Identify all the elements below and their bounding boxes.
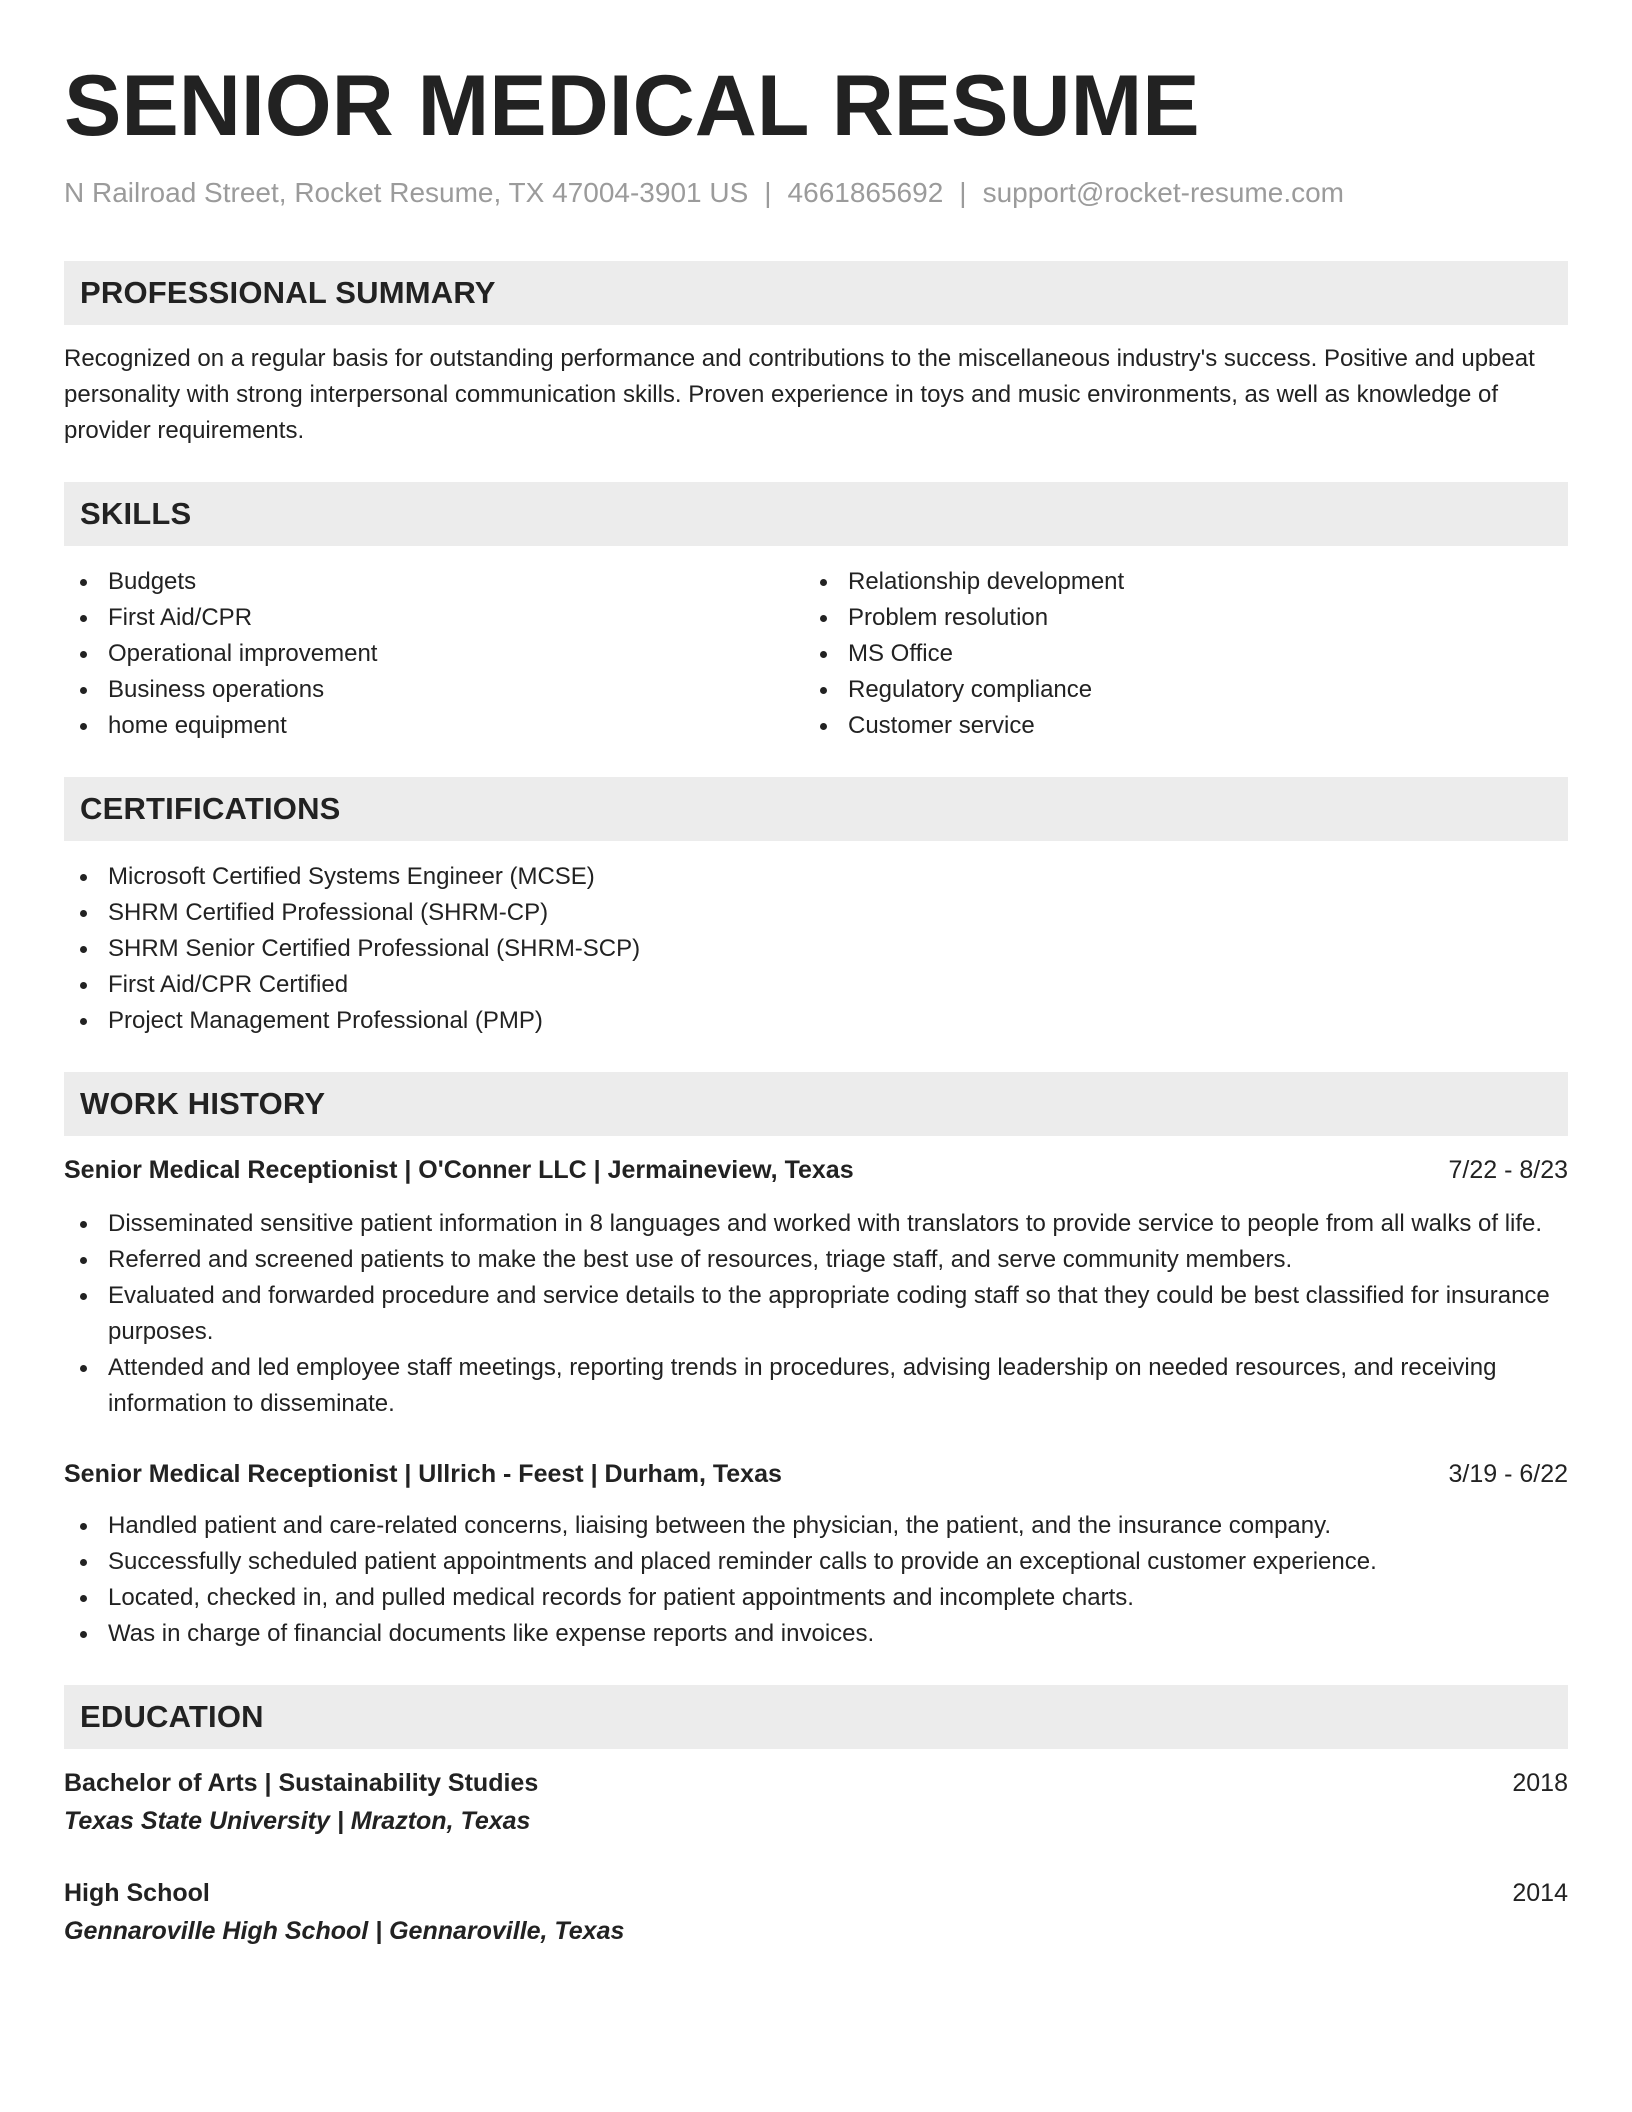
skill-item: Regulatory compliance [804, 672, 1544, 708]
education-entry [64, 1875, 1568, 1951]
certification-item: First Aid/CPR Certified [64, 967, 1568, 1003]
skill-item: MS Office [804, 636, 1544, 672]
section-header-education: EDUCATION [64, 1685, 1568, 1749]
job-bullet: Evaluated and forwarded procedure and service details to the appropriate coding staff so that they could be best classified for insurance purposes. [64, 1278, 1568, 1350]
education-entry [64, 1765, 1568, 1841]
job-bullet: Disseminated sensitive patient information in 8 languages and worked with translators to provide service to people from all walks of life. [64, 1206, 1568, 1242]
job-dates: 7/22 - 8/23 [1448, 1156, 1568, 1184]
skill-item: Relationship development [804, 564, 1544, 600]
skill-item: Problem resolution [804, 600, 1544, 636]
contact-line [64, 176, 1568, 210]
contact-address: N Railroad Street, Rocket Resume, TX 47004-3901 US [64, 177, 749, 208]
contact-separator: | [764, 177, 772, 208]
education-degree: Bachelor of Arts | Sustainability Studies [64, 1769, 539, 1797]
education-year: 2014 [1512, 1879, 1568, 1907]
skill-item: Customer service [804, 708, 1544, 744]
education-school: Gennaroville High School | Gennaroville, Texas [64, 1917, 625, 1945]
job-title: Senior Medical Receptionist | Ullrich - Feest | Durham, Texas [64, 1460, 782, 1488]
section-header-certifications: CERTIFICATIONS [64, 777, 1568, 841]
education-year: 2018 [1512, 1769, 1568, 1797]
job-bullet: Attended and led employee staff meetings, reporting trends in procedures, advising leadership on needed resources, and receiving information to disseminate. [64, 1350, 1568, 1422]
contact-email: support@rocket-resume.com [982, 177, 1344, 208]
education-degree: High School [64, 1879, 210, 1907]
certifications-list [64, 859, 1568, 1039]
skill-item: Operational improvement [64, 636, 804, 672]
skills-list-left [64, 564, 804, 744]
skill-item: First Aid/CPR [64, 600, 804, 636]
job-entry [64, 1152, 1568, 1422]
education-header [64, 1765, 1568, 1801]
job-entry [64, 1456, 1568, 1652]
education-school: Texas State University | Mrazton, Texas [64, 1807, 531, 1835]
section-header-summary: PROFESSIONAL SUMMARY [64, 261, 1568, 325]
job-bullets [64, 1508, 1568, 1652]
job-header [64, 1456, 1568, 1492]
certification-item: SHRM Senior Certified Professional (SHRM-SCP) [64, 931, 1568, 967]
section-header-work-history: WORK HISTORY [64, 1072, 1568, 1136]
section-header-skills: SKILLS [64, 482, 1568, 546]
job-dates: 3/19 - 6/22 [1448, 1460, 1568, 1488]
resume-title: SENIOR MEDICAL RESUME [64, 58, 1200, 154]
certification-item: SHRM Certified Professional (SHRM-CP) [64, 895, 1568, 931]
job-title: Senior Medical Receptionist | O'Conner LLC | Jermaineview, Texas [64, 1156, 854, 1184]
skill-item: Budgets [64, 564, 804, 600]
skill-item: Business operations [64, 672, 804, 708]
skill-item: home equipment [64, 708, 804, 744]
skills-list-right [804, 564, 1544, 744]
job-header [64, 1152, 1568, 1188]
skills-grid [64, 564, 1568, 744]
job-bullet: Was in charge of financial documents like expense reports and invoices. [64, 1616, 1568, 1652]
contact-phone: 4661865692 [787, 177, 944, 208]
contact-separator: | [959, 177, 967, 208]
job-bullet: Handled patient and care-related concerns, liaising between the physician, the patient, and the insurance company. [64, 1508, 1568, 1544]
summary-text: Recognized on a regular basis for outstanding performance and contributions to the miscellaneous industry's success. Positive and upbeat personality with strong interpersonal communication skills. Proven experience in toys and music environments, as well as knowledge of provider requirements. [64, 345, 1535, 444]
job-bullet: Located, checked in, and pulled medical records for patient appointments and incomplete charts. [64, 1580, 1568, 1616]
certification-item: Project Management Professional (PMP) [64, 1003, 1568, 1039]
job-bullet: Successfully scheduled patient appointments and placed reminder calls to provide an exceptional customer experience. [64, 1544, 1568, 1580]
job-bullet: Referred and screened patients to make the best use of resources, triage staff, and serve community members. [64, 1242, 1568, 1278]
education-header [64, 1875, 1568, 1911]
certification-item: Microsoft Certified Systems Engineer (MCSE) [64, 859, 1568, 895]
job-bullets [64, 1206, 1568, 1422]
